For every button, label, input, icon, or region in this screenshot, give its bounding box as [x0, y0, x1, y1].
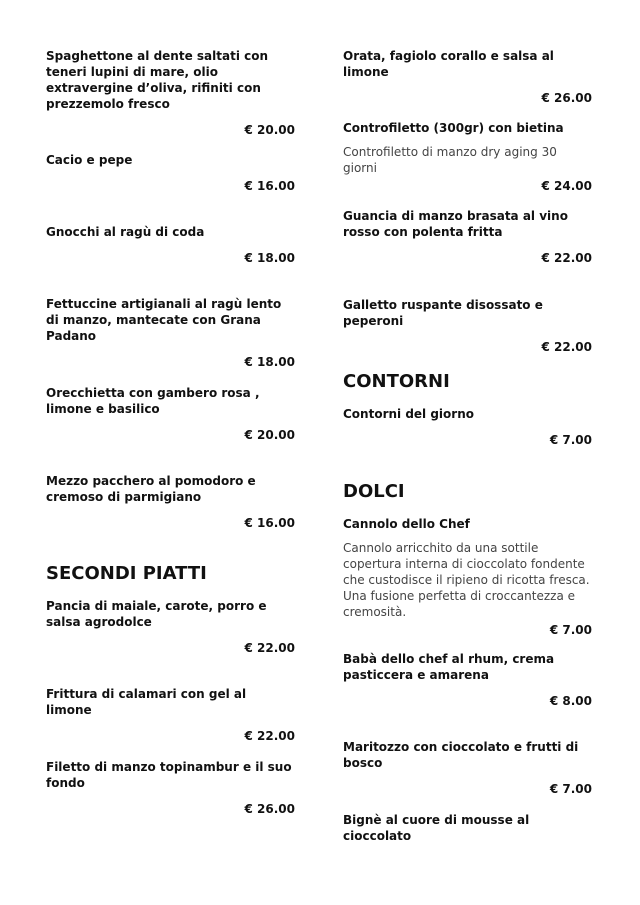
item-description: Controfiletto di manzo dry aging 30 giorni — [343, 145, 557, 175]
menu-item — [343, 651, 592, 709]
item-name: Filetto di manzo topinambur e il suo fondo — [46, 760, 292, 790]
item-price: € 7.00 — [549, 623, 592, 637]
item-price: € 7.00 — [549, 782, 592, 796]
item-name: Orata, fagiolo corallo e salsa al limone — [343, 49, 554, 79]
item-name: Spaghettone al dente saltati con teneri lupini di mare, olio extravergine d’oliva, rifiniti con prezzemolo fresco — [46, 49, 269, 111]
menu-item — [343, 297, 592, 355]
item-price: € 20.00 — [244, 123, 295, 137]
menu-item — [343, 739, 592, 797]
item-price: € 16.00 — [244, 179, 295, 193]
item-name: Contorni del giorno — [343, 407, 474, 421]
item-description: Cannolo arricchito da una sottile copertura interna di cioccolato fondente che custodisce il ripieno di ricotta fresca. Una fusione perfetta di croccantezza e cremosità. — [343, 541, 590, 619]
item-price: € 7.00 — [549, 433, 592, 447]
item-name: Bignè al cuore di mousse al cioccolato — [343, 813, 530, 843]
item-price: € 26.00 — [541, 91, 592, 105]
item-name: Cacio e pepe — [46, 153, 133, 167]
item-price: € 8.00 — [549, 694, 592, 708]
menu-item — [46, 598, 295, 656]
menu-item — [46, 686, 295, 744]
menu-item — [46, 296, 295, 370]
item-name: Maritozzo con cioccolato e frutti di bosco — [343, 740, 579, 770]
menu-item — [343, 208, 592, 266]
section-heading-dolci: DOLCI — [343, 481, 405, 502]
menu-item — [46, 48, 295, 138]
item-name: Cannolo dello Chef — [343, 517, 470, 531]
section-heading-contorni: CONTORNI — [343, 371, 450, 392]
menu-item — [46, 385, 295, 443]
menu-item — [343, 120, 592, 194]
menu-item — [46, 224, 295, 266]
menu-item — [343, 812, 592, 844]
item-name: Mezzo pacchero al pomodoro e cremoso di parmigiano — [46, 474, 256, 504]
item-name: Orecchietta con gambero rosa , limone e basilico — [46, 386, 260, 416]
item-price: € 22.00 — [244, 729, 295, 743]
item-name: Controfiletto (300gr) con bietina — [343, 121, 564, 135]
menu-item — [343, 48, 592, 106]
item-name: Frittura di calamari con gel al limone — [46, 687, 247, 717]
item-name: Guancia di manzo brasata al vino rosso con polenta fritta — [343, 209, 568, 239]
item-price: € 22.00 — [541, 251, 592, 265]
item-price: € 22.00 — [541, 340, 592, 354]
item-name: Babà dello chef al rhum, crema pasticcera e amarena — [343, 652, 555, 682]
section-heading-secondi: SECONDI PIATTI — [46, 563, 207, 584]
menu-item — [46, 759, 295, 817]
menu-item — [343, 406, 592, 448]
item-name: Galletto ruspante disossato e peperoni — [343, 298, 543, 328]
item-name: Pancia di maiale, carote, porro e salsa agrodolce — [46, 599, 267, 629]
menu-item — [46, 473, 295, 531]
menu-item — [46, 152, 295, 194]
item-price: € 18.00 — [244, 251, 295, 265]
item-name: Fettuccine artigianali al ragù lento di manzo, mantecate con Grana Padano — [46, 297, 282, 343]
item-price: € 24.00 — [541, 179, 592, 193]
item-price: € 22.00 — [244, 641, 295, 655]
item-price: € 18.00 — [244, 355, 295, 369]
menu-item — [343, 516, 592, 638]
item-price: € 26.00 — [244, 802, 295, 816]
item-price: € 20.00 — [244, 428, 295, 442]
item-name: Gnocchi al ragù di coda — [46, 225, 205, 239]
item-price: € 16.00 — [244, 516, 295, 530]
